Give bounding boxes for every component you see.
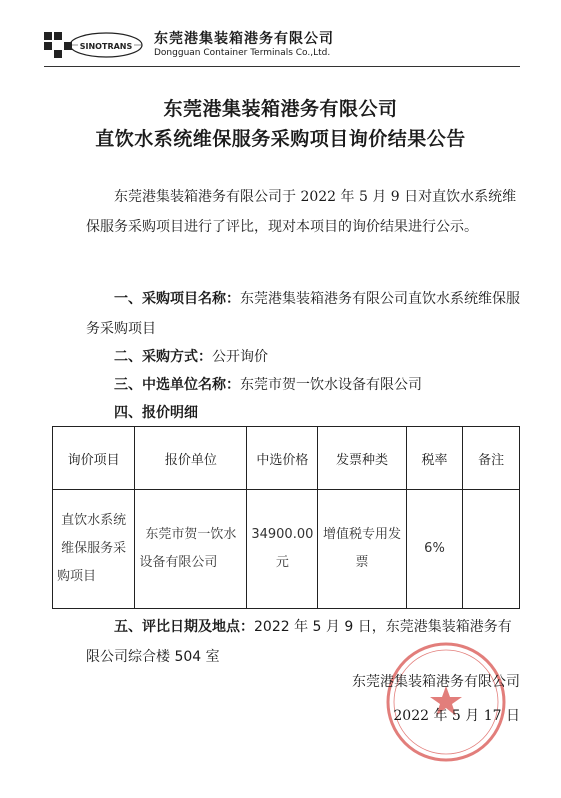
table-cell-project: 直饮水系统维保服务采购项目: [53, 490, 135, 609]
table-cell-remarks: [463, 490, 520, 609]
section-value: 东莞港集装箱港务有限公司直饮水系统维保服务采购项目: [86, 291, 520, 337]
table-cell-invoice-type: 增值税专用发票: [318, 490, 406, 609]
section-procurement-method: [86, 342, 522, 372]
section-value: 2022 年 5 月 9 日，东莞港集装箱港务有限公司综合楼 504 室: [86, 619, 512, 665]
table-header-cell: 备注: [463, 427, 520, 490]
table-header-cell: 中选价格: [247, 427, 318, 490]
signature-date: 2022 年 5 月 17 日: [393, 708, 520, 724]
section-heading: 五、评比日期及地点：: [114, 619, 254, 635]
section-heading: 一、采购项目名称：: [114, 291, 240, 307]
title-line-2: 直饮水系统维保服务采购项目询价结果公告: [95, 128, 466, 150]
table-header-cell: 询价项目: [53, 427, 135, 490]
section-project-name: [86, 284, 522, 344]
section-heading: 三、中选单位名称：: [114, 377, 240, 393]
section-selected-vendor: [86, 370, 522, 400]
table-row: [53, 490, 520, 609]
table-cell-tax-rate: 6%: [406, 490, 463, 609]
table-cell-price: 34900.00元: [247, 490, 318, 609]
table-header-cell: 税率: [406, 427, 463, 490]
table-cell-vendor: 东莞市贺一饮水设备有限公司: [135, 490, 247, 609]
company-name-cn: 东莞港集装箱港务有限公司: [154, 31, 334, 47]
letterhead: [44, 26, 524, 66]
section-heading: 二、采购方式：: [114, 349, 212, 365]
header-divider: [44, 66, 520, 67]
section-heading: 四、报价明细: [114, 405, 198, 421]
logo-text: SINOTRANS: [79, 42, 133, 51]
signature-company: 东莞港集装箱港务有限公司: [352, 674, 520, 690]
section-quote-details: [86, 398, 522, 428]
table-header-row: [53, 427, 520, 490]
quote-table: [52, 426, 520, 609]
table-header-cell: 报价单位: [135, 427, 247, 490]
intro-paragraph: 东莞港集装箱港务有限公司于 2022 年 5 月 9 日对直饮水系统维保服务采购项目进行了评比，现对本项目的询价结果进行公示。: [86, 189, 517, 235]
company-name-en: Dongguan Container Terminals Co.,Ltd.: [154, 48, 331, 58]
company-logo: [44, 28, 144, 62]
table-header-cell: 发票种类: [318, 427, 406, 490]
section-value: 东莞市贺一饮水设备有限公司: [240, 377, 422, 393]
section-value: 公开询价: [212, 349, 268, 365]
title-line-1: 东莞港集装箱港务有限公司: [163, 98, 398, 120]
